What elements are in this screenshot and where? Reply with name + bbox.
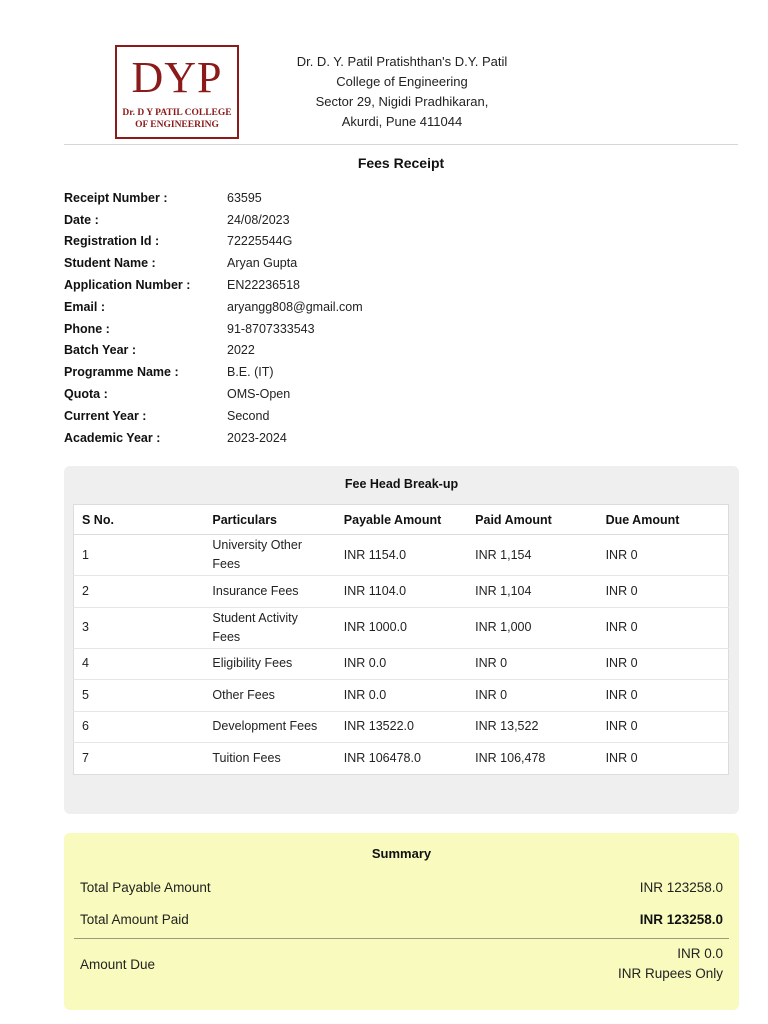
total-paid-value: INR 123258.0 (639, 912, 723, 927)
detail-row (64, 318, 363, 340)
detail-label: Batch Year : (64, 343, 137, 358)
table-cell: INR 0 (598, 648, 729, 680)
table-cell: Student Activity Fees (204, 607, 335, 648)
detail-label: Application Number : (64, 278, 191, 293)
table-cell: 6 (74, 711, 205, 743)
receipt-details (64, 187, 363, 449)
table-cell: INR 0 (598, 743, 729, 775)
detail-value: 72225544G (227, 234, 293, 249)
table-cell: INR 0 (467, 648, 597, 680)
table-cell: 7 (74, 743, 205, 775)
detail-row (64, 427, 363, 449)
detail-value: 2023-2024 (227, 430, 287, 445)
detail-label: Phone : (64, 321, 110, 336)
detail-label: Quota : (64, 387, 108, 402)
address-line: College of Engineering (336, 74, 468, 89)
detail-value: aryangg808@gmail.com (227, 299, 363, 314)
detail-label: Student Name : (64, 256, 156, 271)
college-logo (115, 45, 239, 139)
amount-due-words: INR Rupees Only (617, 966, 723, 981)
detail-label: Receipt Number : (64, 190, 168, 205)
table-cell: 2 (74, 576, 205, 608)
table-row (74, 576, 729, 608)
table-header-row (74, 505, 729, 535)
detail-value: 2022 (227, 343, 255, 358)
table-cell: INR 0 (598, 535, 729, 576)
table-cell: 1 (74, 535, 205, 576)
table-cell: INR 1,104 (467, 576, 597, 608)
detail-row (64, 383, 363, 405)
table-cell: Eligibility Fees (204, 648, 335, 680)
total-payable-value: INR 123258.0 (639, 880, 723, 895)
column-header: Particulars (204, 505, 335, 535)
detail-value: EN22236518 (227, 278, 300, 293)
table-cell: INR 1154.0 (336, 535, 467, 576)
detail-row (64, 361, 363, 383)
table-cell: University Other Fees (204, 535, 335, 576)
table-cell: INR 0 (598, 711, 729, 743)
detail-row (64, 340, 363, 362)
table-cell: INR 0.0 (336, 680, 467, 712)
table-row (74, 607, 729, 648)
header-divider (64, 144, 738, 145)
address-line: Dr. D. Y. Patil Pratishthan's D.Y. Patil (296, 54, 508, 69)
detail-value: Aryan Gupta (227, 256, 298, 271)
address-line: Akurdi, Pune 411044 (341, 114, 463, 129)
amount-due-label: Amount Due (80, 956, 156, 972)
table-row (74, 743, 729, 775)
summary-divider (74, 938, 729, 939)
column-header: Payable Amount (336, 505, 467, 535)
table-cell: INR 106478.0 (336, 743, 467, 775)
summary-panel (64, 833, 739, 1010)
table-cell: INR 1104.0 (336, 576, 467, 608)
logo-line-1: Dr. D Y PATIL COLLEGE (122, 108, 232, 118)
detail-label: Registration Id : (64, 234, 160, 249)
logo-text (117, 107, 237, 131)
amount-due-value-group (618, 944, 723, 984)
column-header: Paid Amount (467, 505, 597, 535)
table-cell: INR 13522.0 (336, 711, 467, 743)
table-row (74, 711, 729, 743)
table-cell: INR 0 (467, 680, 597, 712)
detail-row (64, 252, 363, 274)
total-payable-label: Total Payable Amount (80, 880, 211, 895)
detail-label: Current Year : (64, 408, 147, 423)
detail-value: B.E. (IT) (227, 365, 274, 380)
total-paid-row (80, 912, 723, 927)
detail-row (64, 187, 363, 209)
column-header: Due Amount (598, 505, 729, 535)
table-row (74, 535, 729, 576)
detail-value: 24/08/2023 (227, 212, 290, 227)
total-payable-row (80, 880, 723, 895)
table-cell: INR 0 (598, 576, 729, 608)
table-cell: INR 0 (598, 680, 729, 712)
address-line: Sector 29, Nigidi Pradhikaran, (315, 94, 489, 109)
table-cell: INR 0.0 (336, 648, 467, 680)
table-cell: INR 1,154 (467, 535, 597, 576)
detail-row (64, 209, 363, 231)
detail-label: Email : (64, 299, 105, 314)
detail-row (64, 405, 363, 427)
detail-value: Second (227, 408, 270, 423)
detail-value: OMS-Open (227, 387, 291, 402)
logo-mark: DY͏P (131, 53, 223, 102)
table-cell: 5 (74, 680, 205, 712)
breakup-title: Fee Head Break-up (344, 477, 459, 491)
amount-due-row (80, 944, 723, 984)
detail-row (64, 296, 363, 318)
table-cell: INR 1,000 (467, 607, 597, 648)
detail-value: 63595 (227, 190, 262, 205)
table-cell: INR 1000.0 (336, 607, 467, 648)
fee-breakup-panel (64, 466, 739, 814)
page-title: Fees Receipt (357, 155, 445, 171)
column-header: S No. (74, 505, 205, 535)
detail-label: Academic Year : (64, 430, 161, 445)
detail-row (64, 231, 363, 253)
table-cell: INR 106,478 (467, 743, 597, 775)
table-cell: INR 0 (598, 607, 729, 648)
detail-label: Date : (64, 212, 99, 227)
detail-label: Programme Name : (64, 365, 179, 380)
college-address (260, 52, 544, 132)
detail-row (64, 274, 363, 296)
table-cell: Tuition Fees (204, 743, 335, 775)
fee-breakup-table (73, 504, 729, 775)
table-cell: 4 (74, 648, 205, 680)
logo-line-2: OF ENGINEERING (135, 120, 219, 130)
table-cell: Other Fees (204, 680, 335, 712)
table-row (74, 648, 729, 680)
summary-title: Summary (371, 846, 432, 861)
total-paid-label: Total Amount Paid (80, 912, 189, 927)
amount-due-value: INR 0.0 (677, 946, 723, 961)
table-cell: INR 13,522 (467, 711, 597, 743)
table-row (74, 680, 729, 712)
table-cell: Development Fees (204, 711, 335, 743)
table-cell: 3 (74, 607, 205, 648)
table-cell: Insurance Fees (204, 576, 335, 608)
detail-value: 91-8707333543 (227, 321, 315, 336)
